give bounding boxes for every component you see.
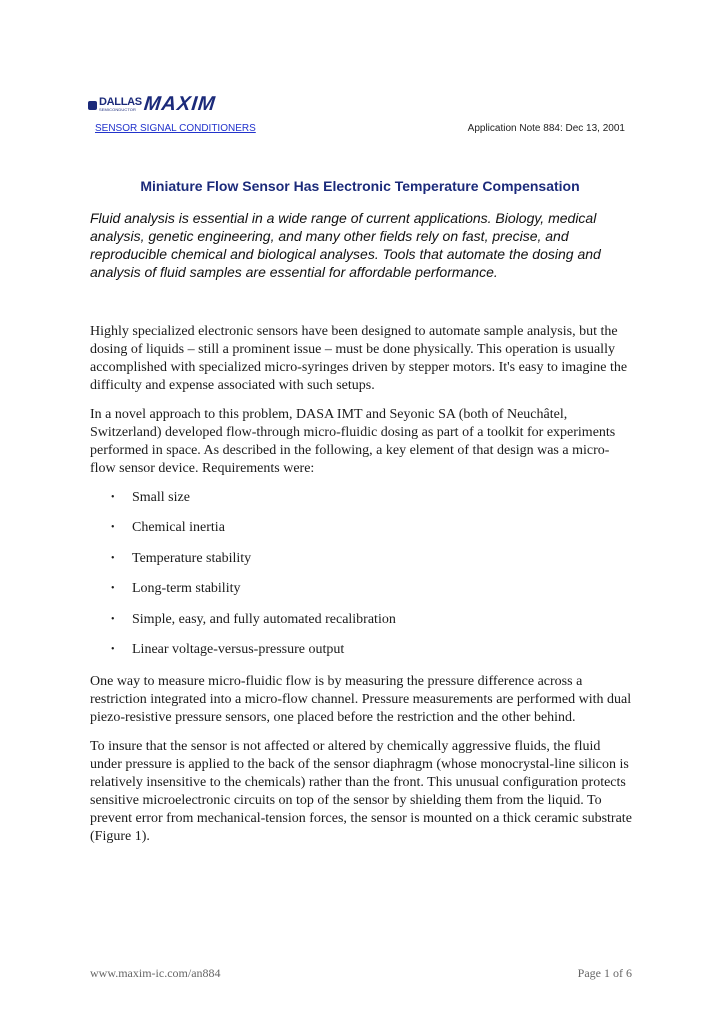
- list-item: • Long-term stability: [111, 581, 241, 597]
- list-item: • Linear voltage-versus-pressure output: [111, 641, 345, 657]
- dallas-wordmark: DALLAS: [99, 95, 142, 108]
- bullet-icon: •: [111, 492, 115, 503]
- body-paragraph-2: In a novel approach to this problem, DASA IMT and Seyonic SA (both of Neuchâtel, Switzerland) developed flow-through micro-fluidic dosing as part of a toolkit for experiments performed in space. As described in the following, a key element of that design was a micro-flow sensor device. Requirements were:: [90, 407, 616, 476]
- body-paragraph-4: To insure that the sensor is not affected or altered by chemically aggressive fluids, the fluid under pressure is applied to the back of the sensor diaphragm (whose monocrystal-line silicon is relatively insensitive to the chemicals) rather than the front. This unusual configuration protects sensitive microelectronic circuits on top of the sensor by shielding them from the liquid. To prevent error from mechanical-tension forces, the sensor is mounted on a thick ceramic substrate (Figure 1).: [90, 739, 632, 844]
- list-item: • Chemical inertia: [111, 520, 225, 536]
- article-title: Miniature Flow Sensor Has Electronic Temperature Compensation: [140, 178, 580, 194]
- bullet-icon: •: [111, 522, 115, 534]
- bullet-icon: •: [111, 613, 115, 625]
- bullet-icon: •: [111, 552, 115, 564]
- requirements-list: [90, 489, 630, 671]
- bullet-icon: •: [111, 643, 115, 655]
- page-number: Page 1 of 6: [577, 966, 632, 980]
- body-paragraph-3: One way to measure micro-fluidic flow is by measuring the pressure difference across a restriction integrated into a micro-flow channel. Pressure measurements are performed with dual piezo-resistive pressure sensors, one placed before the restriction and the other behind.: [90, 674, 632, 725]
- footer-url: www.maxim-ic.com/an884: [90, 966, 221, 980]
- list-item: • Simple, easy, and fully automated recalibration: [111, 611, 396, 627]
- dallas-logo-icon: [88, 101, 97, 110]
- maxim-wordmark: MAXIM: [142, 93, 217, 115]
- application-note-info: Application Note 884: Dec 13, 2001: [467, 123, 625, 134]
- body-paragraph-1: Highly specialized electronic sensors have been designed to automate sample analysis, but the dosing of liquids – still a prominent issue – must be done physically. This operation is usually accomplished with specialized micro-syringes driven by stepper motors. It's easy to imagine the difficulty and expense associated with such setups.: [90, 324, 628, 393]
- list-item: • Small size: [111, 490, 190, 505]
- bullet-icon: •: [111, 583, 115, 595]
- dallas-subtitle: SEMICONDUCTOR: [99, 106, 137, 112]
- category-link[interactable]: SENSOR SIGNAL CONDITIONERS: [95, 123, 256, 134]
- dallas-logo: [88, 94, 142, 114]
- dallas-maxim-logo: [88, 94, 215, 114]
- list-item: • Temperature stability: [111, 550, 252, 566]
- intro-paragraph: Fluid analysis is essential in a wide range of current applications. Biology, medical analysis, genetic engineering, and many other fields rely on fast, precise, and reproducible chemical and biological analyses. Tools that automate the dosing and analysis of fluid samples are essential for affordable performance.: [90, 210, 601, 280]
